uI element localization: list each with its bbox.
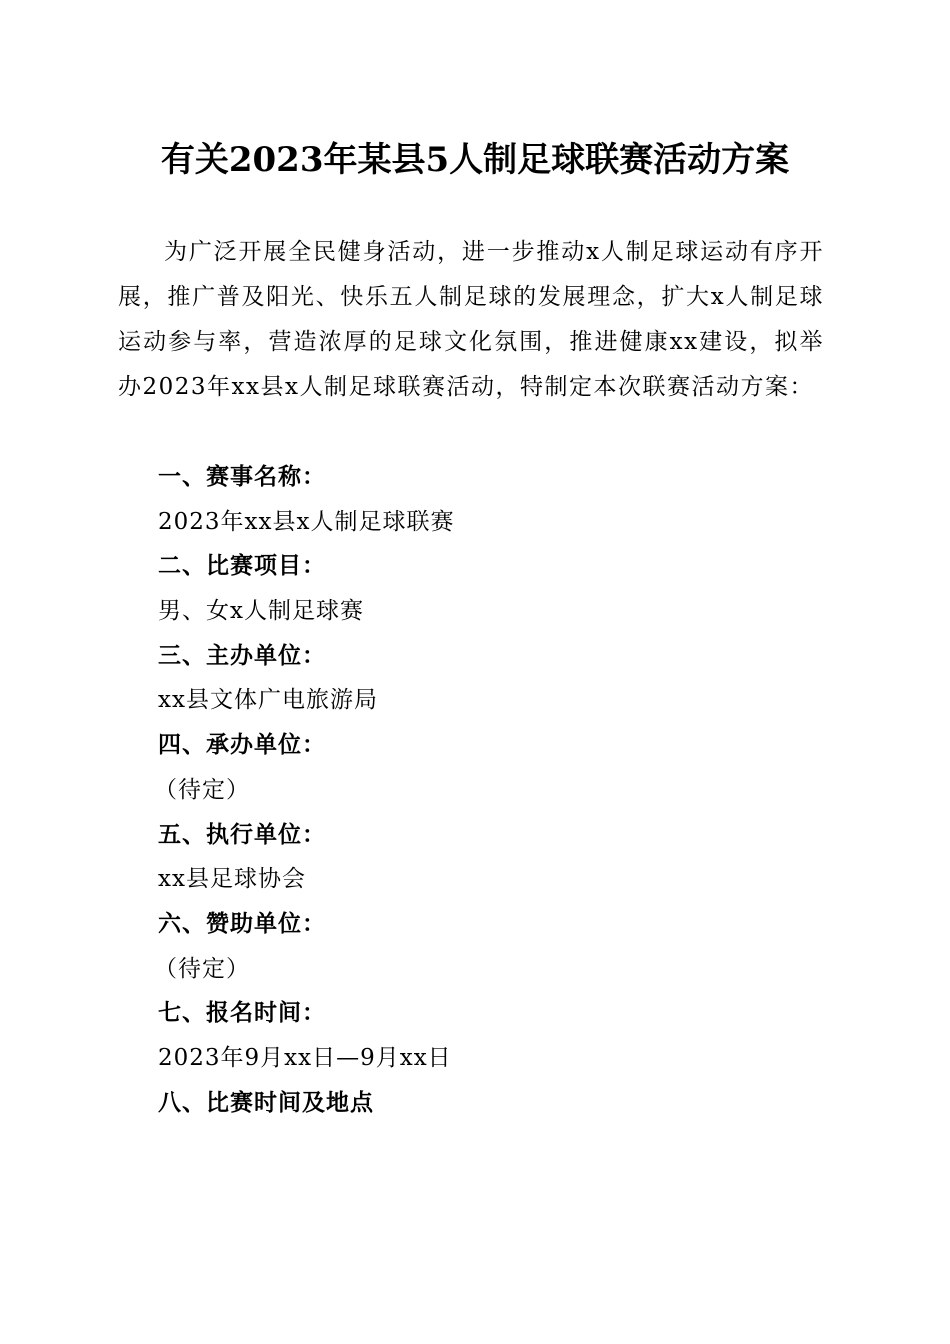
section-list xyxy=(154,455,818,1125)
intro-paragraph: 为广泛开展全民健身活动，进一步推动x人制足球运动有序开展，推广普及阳光、快乐五人制足球的发展理念，扩大x人制足球运动参与率，营造浓厚的足球文化氛围，推进健康xx建设，拟举办2023年xx县x人制足球联赛活动，特制定本次联赛活动方案： xyxy=(118,239,824,400)
section-heading-competition-items: 二、比赛项目： xyxy=(158,553,326,580)
section-heading-organizer: 四、承办单位： xyxy=(158,732,326,759)
section-content-sponsor: （待定） xyxy=(154,955,250,982)
section-content-event-name: 2023年xx县x人制足球联赛 xyxy=(158,508,455,535)
section-content-organizer: （待定） xyxy=(154,776,250,803)
section-content-registration-time: 2023年9月xx日—9月xx日 xyxy=(158,1044,452,1071)
section-heading-sponsor: 六、赞助单位： xyxy=(158,910,326,937)
section-heading-executor: 五、执行单位： xyxy=(158,821,326,848)
section-heading-registration-time: 七、报名时间： xyxy=(158,1000,326,1027)
section-heading-event-name: 一、赛事名称： xyxy=(158,464,326,490)
document-title: 有关2023年某县5人制足球联赛活动方案 xyxy=(160,140,790,180)
section-content-host: xx县文体广电旅游局 xyxy=(158,687,378,714)
section-content-competition-items: 男、女x人制足球赛 xyxy=(158,598,364,625)
section-heading-match-time-location: 八、比赛时间及地点 xyxy=(158,1089,374,1116)
section-heading-host: 三、主办单位： xyxy=(158,642,326,669)
section-content-executor: xx县足球协会 xyxy=(158,866,306,893)
